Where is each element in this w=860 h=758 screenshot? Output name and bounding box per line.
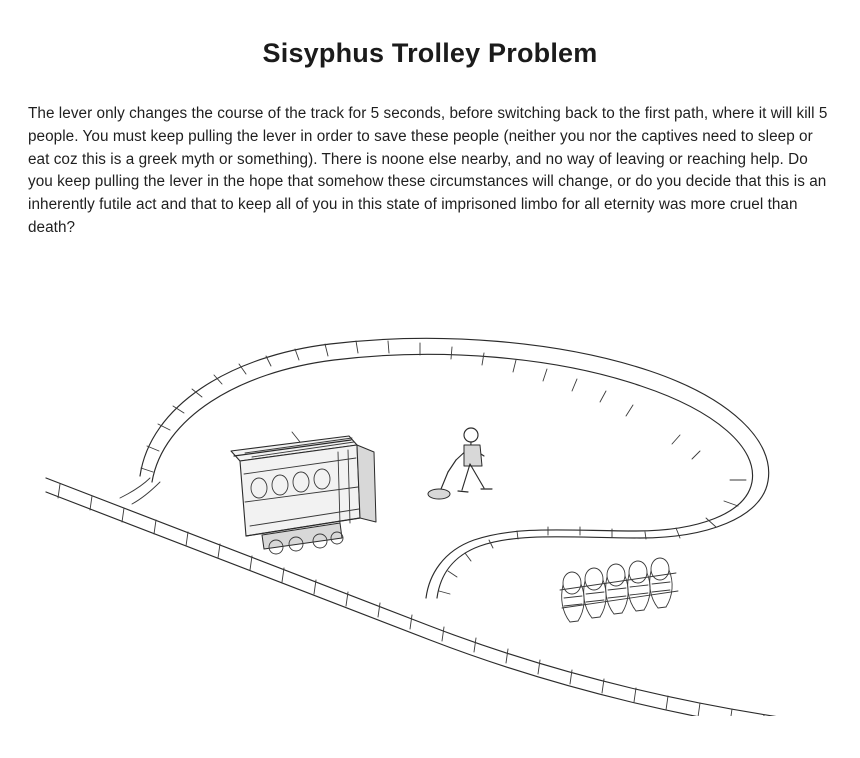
tied-person xyxy=(584,568,606,618)
tied-person xyxy=(606,564,628,614)
trolley-car xyxy=(231,432,376,554)
person-at-lever xyxy=(428,428,492,499)
page-title: Sisyphus Trolley Problem xyxy=(262,38,598,68)
trolley-problem-figure xyxy=(0,246,860,716)
main-track-ties xyxy=(58,484,796,716)
tied-person xyxy=(650,558,672,608)
loop-track xyxy=(140,338,769,598)
track-switch xyxy=(120,478,160,504)
five-tied-people xyxy=(560,558,678,622)
loop-track-ties xyxy=(141,341,746,594)
problem-description: The lever only changes the course of the track for 5 seconds, before switching back to the first path, where it will kill 5 people. You must keep pulling the lever in order to save these people (neither you nor the captives need to sleep or eat coz this is a greek myth or something). There is noone else nearby, and no way of leaving or reaching help. Do you keep pulling the lever in the hope that somehow these circumstances will change, or do you decide that this is an inherently futile act and that to keep all of you in this state of imprisoned limbo for all eternity was more cruel than death? xyxy=(28,105,828,236)
figure-svg xyxy=(0,246,860,716)
tied-person xyxy=(562,572,584,622)
tied-person xyxy=(628,561,650,611)
main-track xyxy=(46,478,830,716)
